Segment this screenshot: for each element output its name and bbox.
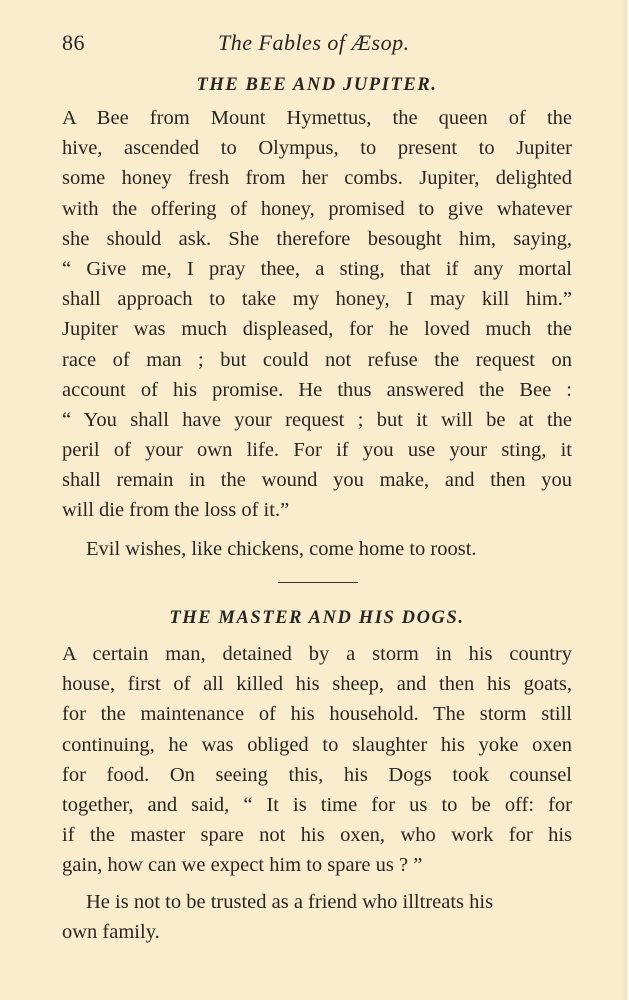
fable-body [62, 103, 572, 526]
text-line: with the offering of honey, promised to give whatever [62, 197, 572, 220]
moral-line: Evil wishes, like chickens, come home to roost. [86, 537, 477, 560]
text-line: continuing, he was obliged to slaughter his yoke oxen [62, 733, 572, 756]
text-line: some honey fresh from her combs. Jupiter, delighted [62, 167, 572, 190]
text-line: will die from the loss of it.” [62, 499, 290, 522]
moral-line: He is not to be trusted as a friend who illtreats his [86, 890, 494, 913]
text-line: she should ask. She therefore besought him, saying, [62, 227, 572, 250]
text-line: peril of your own life. For if you use your sting, it [62, 439, 572, 462]
text-line: together, and said, “ It is time for us to be off: for [62, 793, 572, 816]
text-line: race of man ; but could not refuse the request on [62, 348, 572, 371]
text-line: A certain man, detained by a storm in his country [62, 643, 572, 665]
text-line: gain, how can we expect him to spare us ? ” [62, 854, 423, 877]
text-line: for food. On seeing this, his Dogs took counsel [62, 763, 572, 786]
section-divider [278, 582, 358, 583]
text-line: A Bee from Mount Hymettus, the queen of the [62, 107, 572, 129]
moral-line: own family. [62, 920, 160, 943]
text-line: “ You shall have your request ; but it will be at the [62, 408, 572, 431]
fable-moral [62, 887, 572, 947]
fable-body [62, 639, 572, 881]
text-line: Jupiter was much displeased, for he loved much the [62, 318, 572, 341]
fable-moral [62, 534, 572, 564]
text-line: house, first of all killed his sheep, and then his goats, [62, 673, 572, 696]
fable-title: THE BEE AND JUPITER. [196, 75, 438, 95]
text-line: shall approach to take my honey, I may kill him.” [62, 288, 572, 311]
text-line: account of his promise. He thus answered the Bee : [62, 378, 572, 401]
text-line: for the maintenance of his household. The storm still [62, 703, 572, 726]
text-line: shall remain in the wound you make, and then you [62, 469, 572, 492]
running-head [62, 30, 572, 58]
page-number: 86 [62, 30, 85, 55]
text-line: “ Give me, I pray thee, a sting, that if any mortal [62, 257, 572, 280]
text-line: if the master spare not his oxen, who work for his [62, 824, 572, 847]
fable-bee-and-jupiter [62, 73, 572, 564]
text-line: hive, ascended to Olympus, to present to Jupiter [62, 137, 572, 160]
fable-master-and-his-dogs [62, 606, 572, 947]
book-title: The Fables of Æsop. [218, 30, 410, 55]
fable-title: THE MASTER AND HIS DOGS. [169, 608, 465, 628]
page-edge [622, 0, 629, 1000]
